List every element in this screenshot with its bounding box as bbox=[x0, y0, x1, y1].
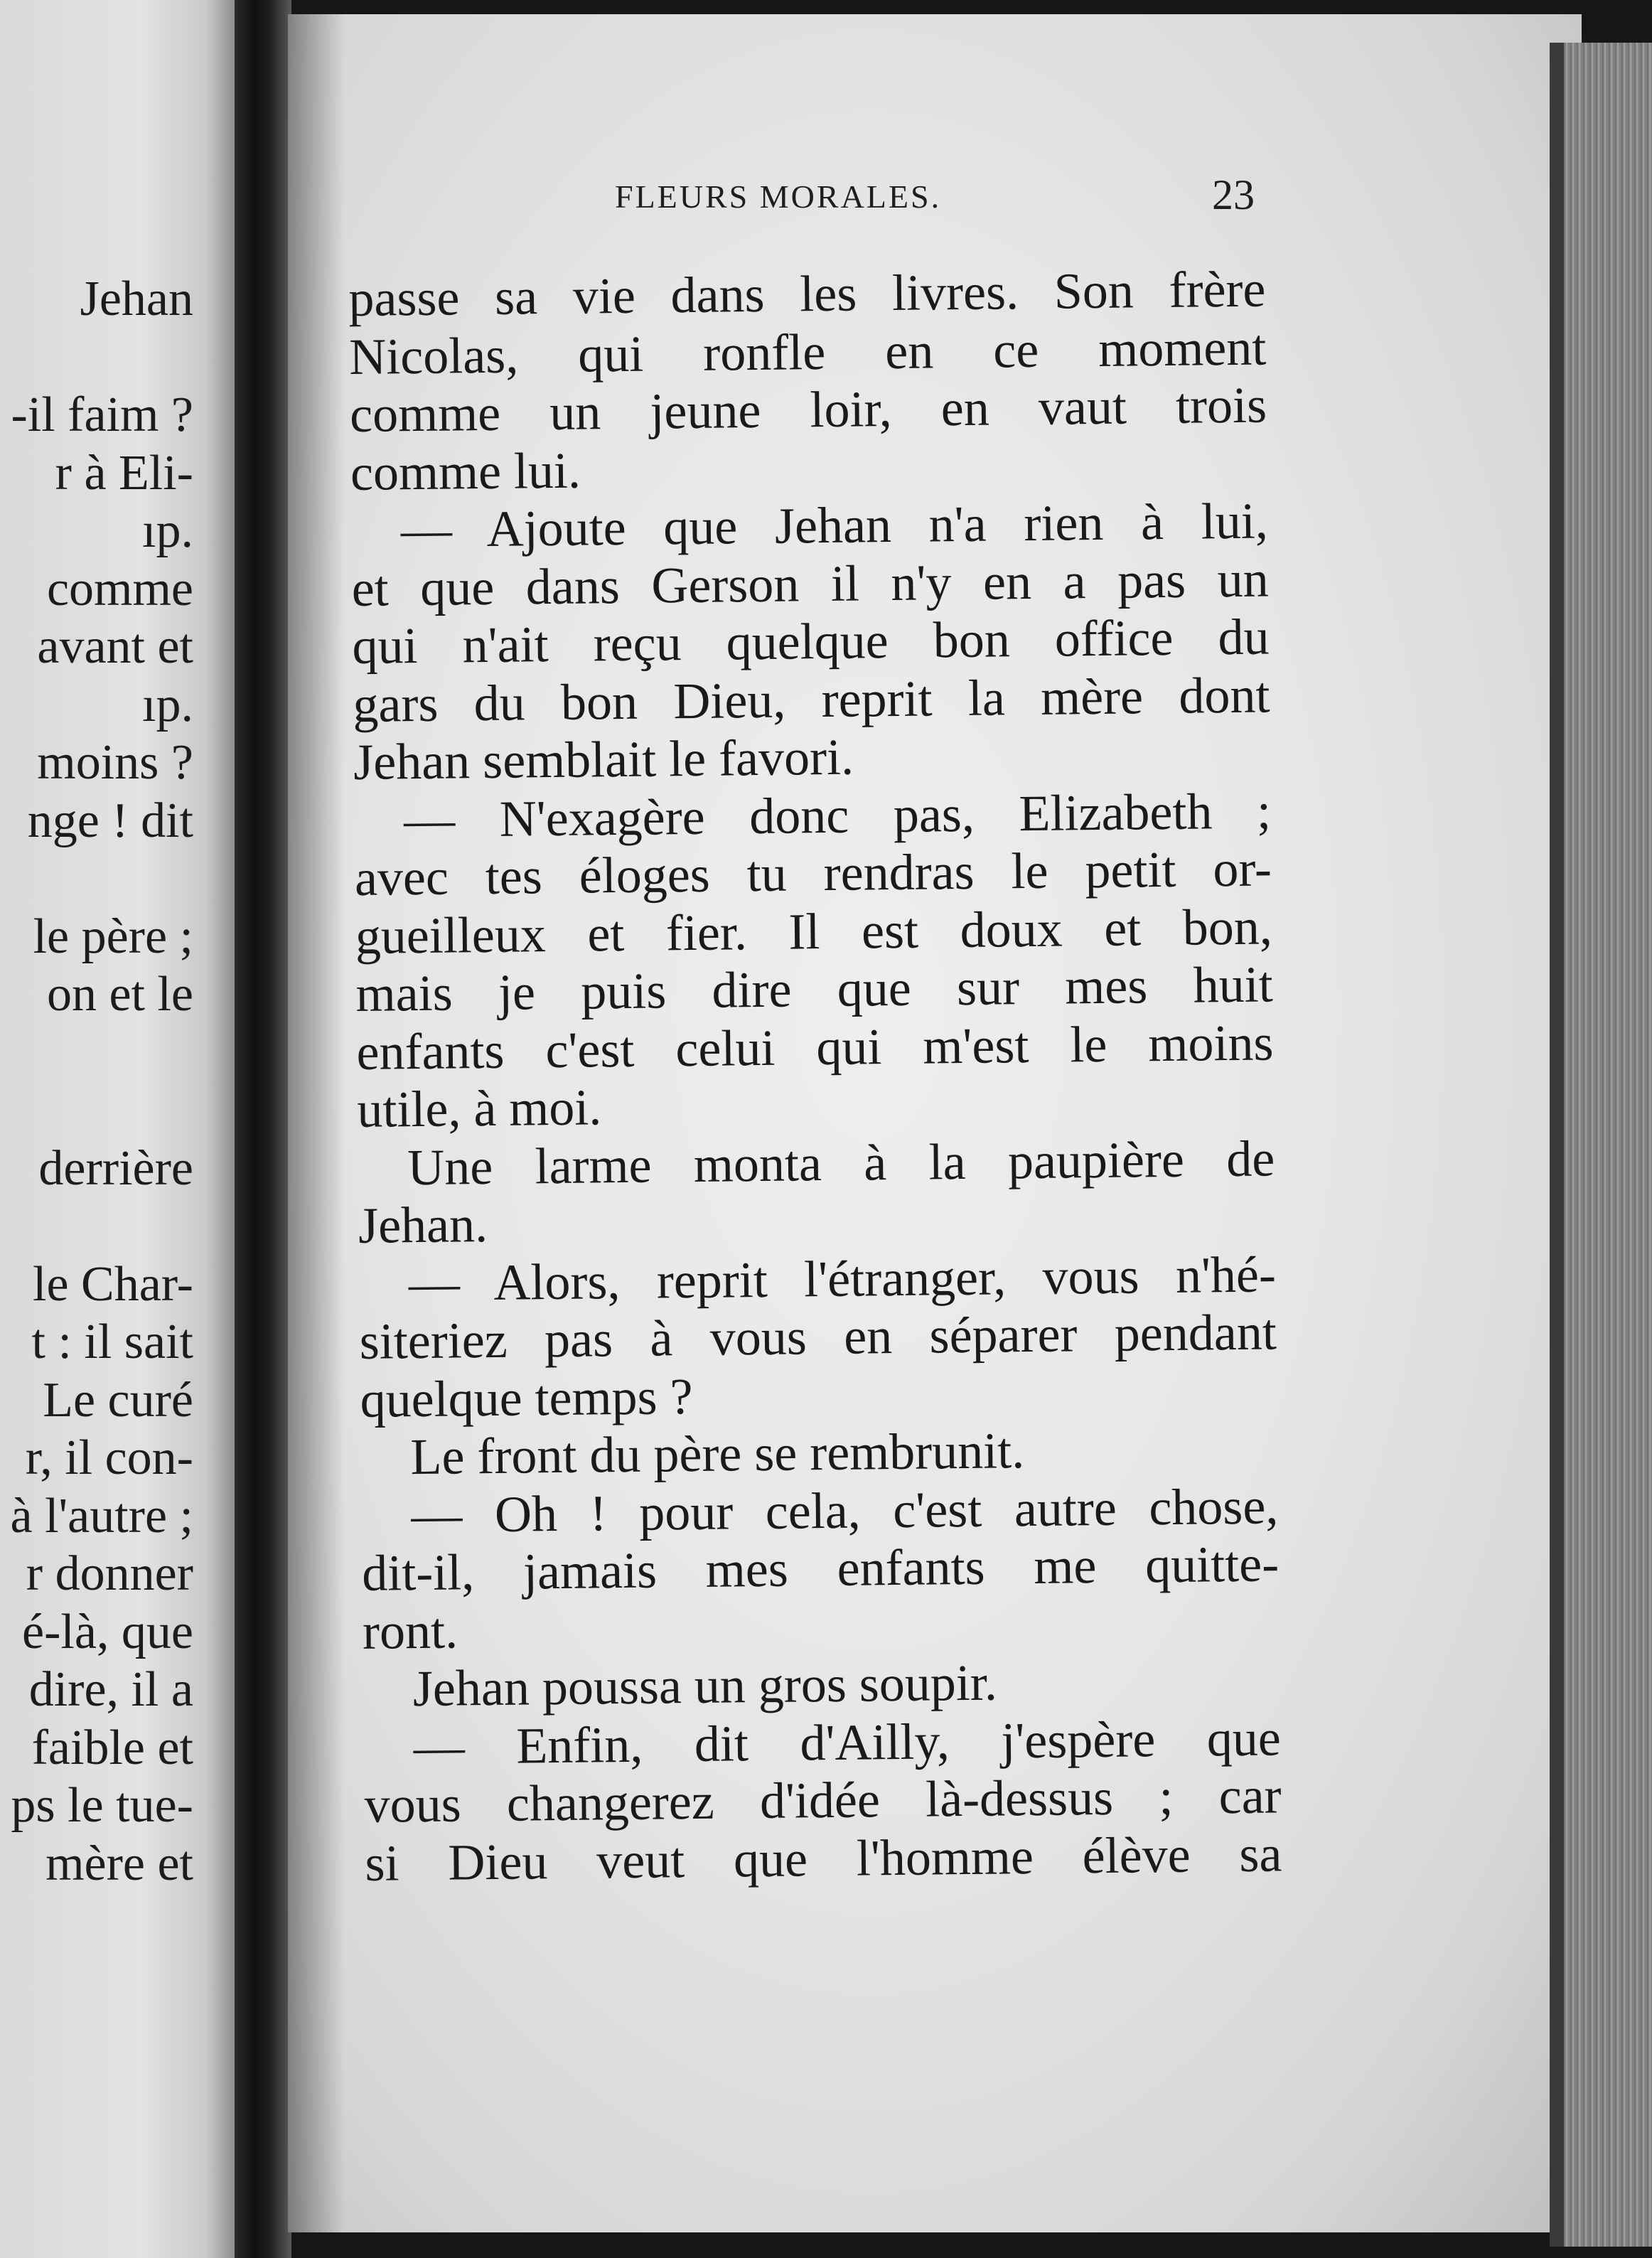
text-line: utile, à moi. bbox=[356, 1079, 602, 1138]
text-line: — Oh ! pour cela, c'est autre chose, bbox=[410, 1477, 1279, 1543]
text-line: gueilleux et fier. Il est doux et bon, bbox=[355, 897, 1273, 965]
text-line: Jehan semblait le favori. bbox=[353, 728, 854, 791]
left-page-line: r à Eli- bbox=[55, 445, 193, 501]
text-line: et que dans Gerson il n'y en a pas un bbox=[351, 550, 1270, 617]
left-page-line: ıp. bbox=[142, 503, 193, 558]
left-page-line: Le curé bbox=[43, 1372, 193, 1428]
text-line: ront. bbox=[362, 1601, 458, 1660]
page-number: 23 bbox=[1212, 171, 1255, 218]
left-page-text bbox=[0, 270, 193, 1893]
left-page-line: faible et bbox=[31, 1720, 193, 1775]
left-page-line: derrière bbox=[38, 1140, 193, 1196]
text-line: quelque temps ? bbox=[360, 1367, 693, 1428]
text-line: qui n'ait reçu quelque bon office du bbox=[352, 608, 1270, 675]
left-page-line: r donner bbox=[26, 1546, 193, 1601]
text-line: si Dieu veut que l'homme élève sa bbox=[365, 1824, 1282, 1892]
text-line: — Ajoute que Jehan n'a rien à lui, bbox=[400, 492, 1269, 559]
text-line: comme lui. bbox=[350, 442, 581, 501]
page-edges bbox=[1550, 43, 1652, 2247]
text-line: — N'exagère donc pas, Elizabeth ; bbox=[403, 781, 1272, 848]
text-line: Nicolas, qui ronfle en ce moment bbox=[348, 318, 1267, 385]
left-page-line bbox=[0, 1197, 193, 1256]
text-line: enfants c'est celui qui m'est le moins bbox=[356, 1013, 1274, 1081]
body-text bbox=[348, 260, 1282, 1892]
left-page-line: nge ! dit bbox=[27, 793, 193, 848]
text-line: — Enfin, dit d'Ailly, j'espère que bbox=[413, 1708, 1282, 1775]
text-line: Jehan. bbox=[358, 1196, 488, 1254]
text-line: gars du bon Dieu, reprit la mère dont bbox=[352, 665, 1270, 733]
left-page bbox=[0, 0, 235, 2258]
text-line: Une larme monta à la paupière de bbox=[407, 1129, 1275, 1196]
page-header bbox=[331, 171, 1290, 228]
left-page-line: -il faim ? bbox=[11, 387, 193, 442]
left-page-line: le Char- bbox=[33, 1256, 193, 1312]
left-page-line: dire, il a bbox=[28, 1662, 193, 1717]
left-page-line: ıp. bbox=[142, 677, 193, 732]
left-page-line bbox=[0, 1024, 193, 1082]
left-page-line: é-là, que bbox=[22, 1604, 193, 1659]
left-page-line: comme bbox=[46, 561, 193, 616]
left-page-line: moins ? bbox=[37, 735, 193, 790]
text-line: siteriez pas à vous en séparer pendant bbox=[359, 1303, 1277, 1370]
text-line: Jehan poussa un gros soupir. bbox=[412, 1654, 998, 1718]
left-page-line: avant et bbox=[37, 619, 193, 674]
text-line: avec tes éloges tu rendras le petit or- bbox=[354, 840, 1272, 906]
text-line: mais je puis dire que sur mes huit bbox=[355, 956, 1274, 1022]
left-page-line: t : il sait bbox=[31, 1315, 193, 1369]
running-title: FLEURS MORALES. bbox=[615, 178, 942, 215]
left-page-line: r, il con- bbox=[25, 1430, 193, 1485]
text-line: dit-il, jamais mes enfants me quitte- bbox=[361, 1535, 1280, 1602]
binding-gutter bbox=[235, 0, 291, 2258]
text-line: Le front du père se rembrunit. bbox=[410, 1422, 1025, 1486]
left-page-line bbox=[0, 328, 193, 387]
left-page-line: à l'autre ; bbox=[10, 1488, 193, 1543]
left-page-line: le père ; bbox=[33, 909, 193, 964]
left-page-line: on et le bbox=[46, 967, 193, 1022]
text-line: comme un jeune loir, en vaut trois bbox=[349, 376, 1267, 443]
text-line: vous changerez d'idée là-dessus ; car bbox=[364, 1767, 1282, 1834]
left-page-line: mère et bbox=[45, 1836, 193, 1891]
text-line: — Alors, reprit l'étranger, vous n'hé- bbox=[408, 1245, 1277, 1312]
left-page-line: Jehan bbox=[80, 272, 193, 326]
text-line: passe sa vie dans les livres. Son frère bbox=[348, 260, 1266, 327]
left-page-line bbox=[0, 850, 193, 908]
left-page-line: ps le tue- bbox=[11, 1778, 193, 1833]
left-page-line bbox=[0, 1081, 193, 1140]
